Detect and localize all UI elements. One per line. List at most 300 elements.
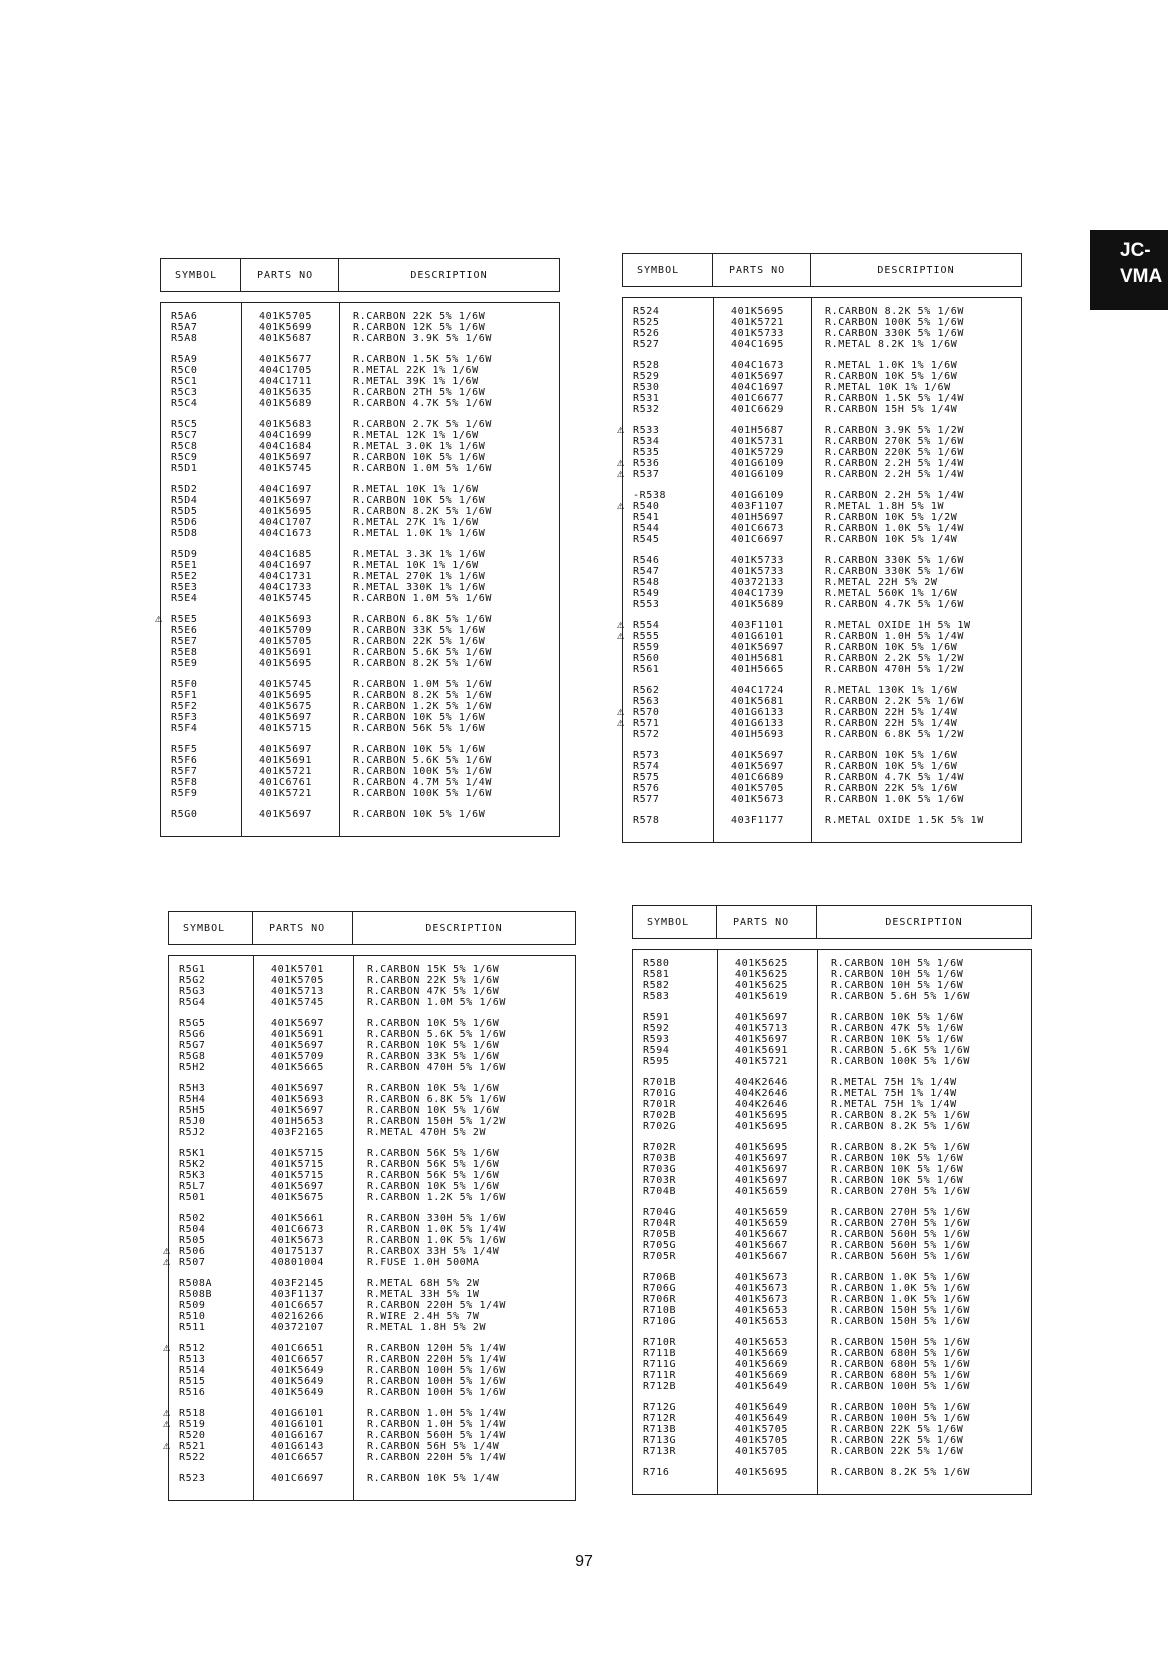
table-row [169,1376,575,1387]
symbol-cell [633,1435,717,1446]
parts-no-cell-text: 401G6101 [271,1408,324,1419]
description-cell-text: R.CARBON 1.0H 5% 1/4W [367,1419,507,1430]
parts-no-cell [253,1300,353,1311]
description-cell [353,1430,506,1441]
parts-no-cell [241,701,339,712]
table-row [161,679,559,690]
table-row [617,628,1021,642]
symbol-cell [169,1235,253,1246]
parts-no-cell [241,311,339,322]
parts-no-cell [713,425,811,436]
parts-no-cell [713,523,811,534]
symbol-cell [169,1278,253,1289]
description-cell [817,1283,970,1294]
description-cell-text: R.CARBON 330K 5% 1/6W [825,566,965,577]
description-cell [811,339,957,350]
description-cell-text: R.CARBON 1.0K 5% 1/4W [367,1224,507,1235]
description-cell [817,1164,963,1175]
symbol-cell [617,617,713,631]
symbol-cell [633,1348,717,1359]
parts-no-cell-text: 401K5667 [735,1229,788,1240]
parts-no-cell-text: 401C6677 [731,393,784,404]
table-row [623,750,1021,761]
parts-no-cell-text: 401K5709 [259,625,312,636]
parts-no-cell-text: 401K5695 [735,1142,788,1153]
table-row [623,317,1021,328]
symbol-cell-text: R540 [633,501,660,512]
symbol-cell-text: R575 [633,772,660,783]
description-cell [811,718,957,729]
description-cell [353,1083,499,1094]
description-cell-text: R.METAL 22K 1% 1/6W [353,365,479,376]
table-row [169,1322,575,1333]
table-row [169,1300,575,1311]
symbol-cell-text: R5F1 [171,690,198,701]
symbol-cell-text: R508A [179,1278,213,1289]
parts-no-cell-text: 401K5693 [259,614,312,625]
description-cell [811,555,964,566]
symbol-cell-text: R705R [643,1251,677,1262]
symbol-cell [633,1337,717,1348]
description-cell [339,376,479,387]
description-cell-text: R.CARBON 220K 5% 1/6W [825,447,965,458]
symbol-cell [633,1110,717,1121]
description-cell-text: R.CARBON 100H 5% 1/6W [831,1402,971,1413]
description-cell-text: R.METAL 39K 1% 1/6W [353,376,479,387]
table-row [623,685,1021,696]
table-row [633,1186,1031,1197]
table-row [163,1416,575,1430]
parts-no-cell [241,625,339,636]
parts-no-cell [717,991,817,1002]
parts-no-cell-text: 401K5683 [259,419,312,430]
description-cell-text: R.CARBON 100K 5% 1/6W [825,317,965,328]
symbol-cell [623,436,713,447]
parts-no-cell [241,658,339,669]
description-cell [811,642,957,653]
parts-no-cell [253,1127,353,1138]
description-cell-text: R.CARBON 1.0K 5% 1/6W [367,1235,507,1246]
description-cell [817,991,970,1002]
parts-no-cell-text: 403F1107 [731,501,784,512]
description-cell [817,1056,970,1067]
description-cell-text: R.CARBON 10K 5% 1/4W [825,534,958,545]
description-cell-text: R.CARBON 5.6K 5% 1/6W [367,1029,507,1040]
safety-warning-icon: ⚠ [617,498,625,512]
description-cell [339,430,479,441]
description-cell [817,1218,970,1229]
table-row [161,658,559,669]
parts-no-cell-text: 401K5697 [271,1083,324,1094]
description-cell-text: R.CARBON 8.2K 5% 1/6W [353,506,493,517]
symbol-cell-text: R534 [633,436,660,447]
table-row [623,382,1021,393]
parts-no-cell [717,1045,817,1056]
table-row [161,398,559,409]
symbol-cell [633,1045,717,1056]
symbol-cell-text: R506 [179,1246,206,1257]
parts-table-bottom-right [632,905,1032,1495]
row-group [161,744,559,799]
description-cell [811,707,957,718]
table-row [633,958,1031,969]
description-cell [339,560,479,571]
description-cell [353,1051,499,1062]
parts-no-cell [241,614,339,625]
description-cell-text: R.CARBON 2.2K 5% 1/2W [825,653,965,664]
parts-no-cell [241,593,339,604]
parts-no-cell [713,501,811,512]
parts-no-cell [253,1343,353,1354]
parts-no-cell-text: 401H5697 [731,512,784,523]
parts-no-cell-text: 401K5729 [731,447,784,458]
symbol-cell-text: R515 [179,1376,206,1387]
description-cell [811,425,964,436]
symbol-cell-text: R5G0 [171,809,198,820]
description-cell-text: R.CARBON 5.6K 5% 1/6W [353,755,493,766]
symbol-cell [617,715,713,729]
parts-no-cell [241,463,339,474]
description-cell-text: R.CARBON 1.0M 5% 1/6W [367,997,507,1008]
parts-no-cell-text: 404C1731 [259,571,312,582]
symbol-cell [169,1051,253,1062]
description-cell [353,986,499,997]
symbol-cell-text: R5K2 [179,1159,206,1170]
symbol-cell [623,382,713,393]
description-cell-text: R.CARBON 10K 5% 1/6W [831,1175,964,1186]
parts-no-cell-text: 40175137 [271,1246,324,1257]
description-cell [811,404,957,415]
row-group [161,679,559,734]
row-group [169,1018,575,1073]
parts-no-cell-text: 401K5697 [731,750,784,761]
header-parts-no: PARTS NO [713,254,811,286]
parts-no-cell [253,986,353,997]
parts-no-cell [241,712,339,723]
parts-no-cell-text: 401K5745 [259,463,312,474]
description-cell [817,1272,970,1283]
parts-no-cell-text: 401K5697 [735,1034,788,1045]
description-cell-text: R.CARBON 10K 5% 1/6W [825,642,958,653]
description-cell [339,365,479,376]
table-row [623,393,1021,404]
description-cell [811,382,951,393]
symbol-cell-text: R5E3 [171,582,198,593]
description-cell-text: R.CARBON 10K 5% 1/4W [367,1473,500,1484]
parts-no-cell-text: 40801004 [271,1257,324,1268]
parts-no-cell-text: 401K5625 [735,969,788,980]
description-cell [811,772,964,783]
symbol-cell-text: R5F7 [171,766,198,777]
description-cell [339,766,492,777]
symbol-cell [169,1473,253,1484]
description-cell [817,1229,970,1240]
description-cell [353,1170,499,1181]
parts-no-cell [253,1408,353,1419]
parts-no-cell-text: 401K5695 [259,658,312,669]
parts-no-cell [717,1023,817,1034]
symbol-cell [633,1088,717,1099]
parts-no-cell-text: 401G6143 [271,1441,324,1452]
description-cell [339,614,492,625]
parts-no-cell [713,642,811,653]
parts-no-cell-text: 403F1137 [271,1289,324,1300]
description-cell [817,1153,963,1164]
symbol-cell [633,1034,717,1045]
symbol-cell-text: R526 [633,328,660,339]
table-row [623,815,1021,826]
description-cell [339,744,485,755]
symbol-cell-text: R712B [643,1381,677,1392]
description-cell [339,311,485,322]
parts-no-cell [717,1056,817,1067]
description-cell-text: R.CARBON 47K 5% 1/6W [367,986,500,997]
symbol-cell [169,1213,253,1224]
description-cell-text: R.CARBON 10K 5% 1/6W [831,1034,964,1045]
parts-no-cell [241,354,339,365]
parts-no-cell [717,1164,817,1175]
parts-no-cell [253,1419,353,1430]
header-description: DESCRIPTION [877,264,955,276]
table-row [633,1056,1031,1067]
description-cell [817,1142,970,1153]
parts-no-cell-text: 404C1697 [259,560,312,571]
parts-no-cell-text: 401K5649 [271,1376,324,1387]
parts-no-cell-text: 404C1711 [259,376,312,387]
description-cell-text: R.CARBON 1.0K 5% 1/6W [825,794,965,805]
symbol-cell [163,1254,253,1268]
description-cell-text: R.FUSE 1.0H 500MA [367,1257,480,1268]
symbol-cell-text: R706B [643,1272,677,1283]
parts-no-cell [253,1213,353,1224]
table-row [633,1337,1031,1348]
symbol-cell [161,755,241,766]
table-row [169,1040,575,1051]
parts-no-cell [717,980,817,991]
parts-no-cell-text: 401K5697 [271,1181,324,1192]
symbol-cell-text: R530 [633,382,660,393]
symbol-cell-text: R511 [179,1322,206,1333]
symbol-cell-text: R5A9 [171,354,198,365]
table-row [161,712,559,723]
parts-no-cell-text: 401G6133 [731,707,784,718]
parts-no-cell-text: 401K5697 [735,1175,788,1186]
symbol-cell-text: R562 [633,685,660,696]
symbol-cell-text: R5C3 [171,387,198,398]
symbol-cell [623,317,713,328]
parts-no-cell-text: 401K5625 [735,980,788,991]
description-cell [811,685,957,696]
symbol-cell-text: R5G5 [179,1018,206,1029]
description-cell [817,1435,963,1446]
symbol-cell [623,306,713,317]
parts-no-cell-text: 401G6133 [731,718,784,729]
description-cell-text: R.CARBON 47K 5% 1/6W [831,1023,964,1034]
description-cell [353,1213,506,1224]
symbol-cell [161,788,241,799]
parts-no-cell-text: 401K5709 [271,1051,324,1062]
parts-no-cell-text: 401K5695 [735,1121,788,1132]
table-row [623,729,1021,740]
symbol-cell-text: R509 [179,1300,206,1311]
description-cell-text: R.CARBON 150H 5% 1/6W [831,1305,971,1316]
table-row [633,1402,1031,1413]
description-cell [811,360,957,371]
description-cell [817,1186,970,1197]
description-cell-text: R.CARBON 10K 5% 1/6W [353,744,486,755]
description-cell-text: R.CARBON 4.7K 5% 1/6W [353,398,493,409]
symbol-cell [161,744,241,755]
symbol-cell-text: R713B [643,1424,677,1435]
symbol-cell [161,506,241,517]
description-cell [811,534,957,545]
parts-no-cell [713,653,811,664]
parts-no-cell-text: 401K5695 [735,1467,788,1478]
parts-no-cell [241,755,339,766]
description-cell-text: R.CARBON 8.2K 5% 1/6W [831,1110,971,1121]
symbol-cell-text: R559 [633,642,660,653]
parts-no-cell [713,783,811,794]
symbol-cell [633,1251,717,1262]
description-cell-text: R.CARBON 100H 5% 1/6W [831,1413,971,1424]
symbol-cell-text: R711G [643,1359,677,1370]
symbol-cell-text: R581 [643,969,670,980]
parts-no-cell-text: 401K5653 [735,1337,788,1348]
parts-no-cell [241,365,339,376]
parts-no-cell-text: 401K5713 [735,1023,788,1034]
symbol-cell [161,322,241,333]
symbol-cell-text: R516 [179,1387,206,1398]
description-cell [353,1322,486,1333]
section-tab-line2: VMA [1120,266,1163,287]
description-cell [353,1159,499,1170]
parts-no-cell [241,484,339,495]
description-cell-text: R.CARBON 2.2H 5% 1/4W [825,490,965,501]
parts-no-cell-text: 403F2165 [271,1127,324,1138]
parts-table-top-right [617,253,1022,843]
description-cell [353,1376,506,1387]
symbol-cell-text: R595 [643,1056,670,1067]
parts-no-cell-text: 404K2646 [735,1088,788,1099]
description-cell [817,1337,970,1348]
description-cell [353,1419,506,1430]
parts-no-cell-text: 401K5697 [735,1012,788,1023]
description-cell [817,1359,970,1370]
symbol-cell [623,447,713,458]
table-row [633,1110,1031,1121]
parts-no-cell [713,794,811,805]
symbol-cell-text: R5D1 [171,463,198,474]
symbol-cell [623,566,713,577]
symbol-cell-text: R527 [633,339,660,350]
symbol-cell [161,463,241,474]
row-group [161,484,559,539]
symbol-cell [163,1405,253,1419]
table-row [633,1175,1031,1186]
symbol-cell [169,1387,253,1398]
description-cell-text: R.CARBON 100K 5% 1/6W [831,1056,971,1067]
parts-no-cell [253,1387,353,1398]
symbol-cell-text: R576 [633,783,660,794]
description-cell-text: R.CARBON 270H 5% 1/6W [831,1186,971,1197]
table-row [161,528,559,539]
parts-no-cell-text: 401K5691 [271,1029,324,1040]
symbol-cell-text: R5F0 [171,679,198,690]
description-cell-text: R.CARBON 100H 5% 1/6W [367,1376,507,1387]
table-row [633,1207,1031,1218]
description-cell-text: R.METAL 33H 5% 1W [367,1289,480,1300]
parts-no-cell [717,1240,817,1251]
description-cell-text: R.CARBON 1.5K 5% 1/4W [825,393,965,404]
parts-no-cell [241,387,339,398]
parts-no-cell [717,1272,817,1283]
symbol-cell-text: R570 [633,707,660,718]
parts-no-cell-text: 401C6673 [731,523,784,534]
parts-no-cell-text: 401K5697 [259,452,312,463]
parts-no-cell [241,549,339,560]
symbol-cell-text: R537 [633,469,660,480]
table-row [161,636,559,647]
symbol-cell [633,1381,717,1392]
description-cell-text: R.CARBON 4.7K 5% 1/6W [825,599,965,610]
symbol-cell-text: -R538 [633,490,667,501]
header-description: DESCRIPTION [425,922,503,934]
section-tab-line1: JC- [1120,240,1151,261]
row-group [633,1207,1031,1262]
symbol-cell [155,611,241,625]
parts-no-cell [253,1376,353,1387]
symbol-cell [633,1294,717,1305]
parts-no-cell [253,1246,353,1257]
symbol-cell [169,1040,253,1051]
symbol-cell-text: R5E7 [171,636,198,647]
description-cell-text: R.CARBON 2.2K 5% 1/6W [825,696,965,707]
description-cell-text: R.CARBON 220H 5% 1/4W [367,1452,507,1463]
symbol-cell [623,523,713,534]
table-row [169,1116,575,1127]
parts-no-cell-text: 401K5705 [259,636,312,647]
parts-no-cell [717,1370,817,1381]
symbol-cell-text: R5F6 [171,755,198,766]
safety-warning-icon: ⚠ [617,617,625,631]
description-cell-text: R.CARBON 22K 5% 1/6W [353,636,486,647]
description-cell-text: R.CARBON 22K 5% 1/6W [831,1435,964,1446]
table-row [617,455,1021,469]
parts-no-cell-text: 401K5693 [271,1094,324,1105]
row-group [161,809,559,820]
description-cell-text: R.CARBON 22K 5% 1/6W [353,311,486,322]
symbol-cell-text: R510 [179,1311,206,1322]
parts-no-cell [241,495,339,506]
description-cell-text: R.CARBON 150H 5% 1/6W [831,1337,971,1348]
table-row [161,311,559,322]
table-row [633,1435,1031,1446]
parts-no-cell-text: 401K5745 [259,679,312,690]
description-cell-text: R.CARBON 680H 5% 1/6W [831,1348,971,1359]
row-group [169,1148,575,1203]
table-row [623,490,1021,501]
description-cell [811,783,957,794]
table-row [617,466,1021,480]
parts-no-cell [253,1170,353,1181]
parts-no-cell [717,1142,817,1153]
description-cell [353,1148,499,1159]
description-cell-text: R.CARBON 470H 5% 1/2W [825,664,965,675]
row-group [623,815,1021,826]
description-cell [353,1311,480,1322]
parts-no-cell-text: 401K5697 [259,495,312,506]
description-cell [339,701,492,712]
